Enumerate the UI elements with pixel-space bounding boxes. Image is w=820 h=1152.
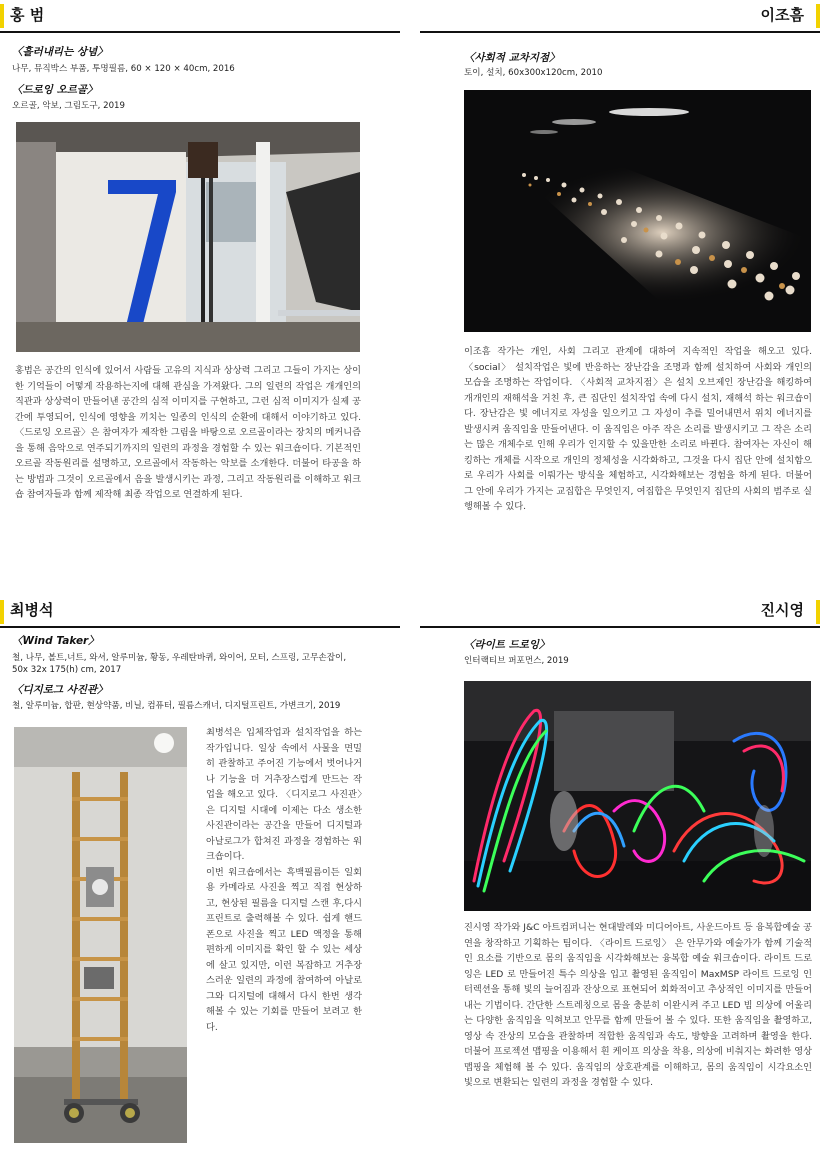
choibyeongseok-sculpture-photo xyxy=(14,727,187,1143)
work-title: 〈흘러내리는 상념〉 xyxy=(12,46,108,58)
work-title: 〈Wind Taker〉 xyxy=(12,635,99,647)
work-meta: 철, 알루미늄, 합판, 현상약품, 비닐, 컴퓨터, 필름스캐너, 디지털프린트, 가변크기, 2019 xyxy=(12,701,341,711)
work-meta: 철, 나무, 볼트,너트, 와셔, 알루미늄, 황동, 우레탄바퀴, 와이어, 모터, 스프링, 고무손잡이, xyxy=(12,653,347,663)
section-divider xyxy=(0,31,400,33)
work-title: 〈디지로그 사진관〉 xyxy=(12,684,108,696)
ijoheum-installation-photo xyxy=(464,90,811,332)
artist-name: 홍 범 xyxy=(10,6,45,24)
hongbeom-gallery-photo xyxy=(16,122,360,352)
artist-description: 진시영 작가와 J&C 아트컴퍼니는 현대발레와 미디어아트, 사운드아트 등 융복합예술 공연을 창작하고 기획하는 팀이다. 〈라이트 드로잉〉 은 안무가와 예술가가 함께 기술적인 요소를 기반으로 몸의 움직임을 시각화해보는 융복합 예술 워크숍이다. 라이트 드로잉은 LED 로 만들어진 특수 의상을 입고 촬영된 움직임이 MaxMSP 라이트 드로잉 인터렉션을 통해 빛의 늘어짐과 잔상으로 표현되어 회화적이고 추상적인 이미지를 만들어내는 기법이다. 간단한 스트레칭으로 몸을 충분히 이완시켜 주고 LED 빔 의상에 어울리는 다양한 움직임을 익혀보고 안무를 함께 만들어 볼 수 있다. 또한 움직임을 촬영하고, 영상 속 잔상의 모습을 관찰하며 적합한 움직임과 속도, 방향을 고려하며 촬영을 한다. 더불어 프로젝션 맵핑을 이용해서 흰 케이프 의상을 착용, 의상에 비춰지는 화려한 영상맵핑을 체험해 볼 수 있다. 움직임의 상호관계를 이해하고, 몸의 움직임이 시각요소인 빛으로 변환되는 일련의 과정을 경험할 수 있다. xyxy=(464,922,812,1088)
artist-name: 최병석 xyxy=(10,601,54,619)
artist-name: 이조흠 xyxy=(760,6,804,24)
work-meta-dimensions: 50x 32x 175(h) cm, 2017 xyxy=(12,665,122,675)
artist-description-continued: 이번 워크숍에서는 흑백필름이든 일회용 카메라로 사진을 찍고 직접 현상하고, 현상된 필름을 디지털 스캔 후,다시 프린트로 출력해볼 수 있다. 쉽게 핸드폰으로 사진을 찍고 LED 액정을 통해 편하게 이미지를 확인 할 수 있는 세상에 살고 있지만, 이런 복잡하고 거추장스러운 일련의 과정에 참여하여 아날로그와 디지털에 대해서 다시 한번 생각해볼 수 있는 기회를 만들어 보려고 한다. xyxy=(206,866,362,1033)
artist-description: 이조흠 작가는 개인, 사회 그리고 관계에 대하여 지속적인 작업을 해오고 있다. 〈social〉 설치작업은 빛에 반응하는 장난감을 조명과 함께 설치하여 사회와 개인의 모습을 조명하는 작업이다. 〈사회적 교차지점〉은 설치 오브제인 장난감을 해킹하여 개개인의 재해석을 거친 후, 큰 집단인 설치작업 속에 다시 설치, 재해석 하는 워크숍이다. 장난감은 빛 에너지로 자성을 일으키고 그 자성이 추를 밀어내면서 위치 에너지를 발생시켜 움직임을 만들어낸다. 이 움직임은 아주 작은 소리를 발생시키고 그 작은 소리는 많은 개체수로 인해 우리가 인지할 수 있을만한 소리로 바뀐다. 참여자는 자신이 해킹하는 개체를 시작으로 개인의 정체성을 시각화하고, 그것을 다시 집단 안에 설치함으로 우리가 사회를 이뤄가는 방식을 체험하고, 시각화해보는 경험을 하게 된다. 더불어 그 안에 우리가 가지는 교집합은 무엇인지, 여집합은 무엇인지 집단의 사회의 범주로 실행해볼 수 있다. xyxy=(464,346,812,512)
section-divider xyxy=(0,626,400,628)
section-accent-bar xyxy=(0,600,4,624)
section-divider xyxy=(420,31,820,33)
work-meta: 인터랙티브 퍼포먼스, 2019 xyxy=(464,656,569,666)
work-title: 〈사회적 교차지점〉 xyxy=(464,52,560,64)
jinsiyoung-light-drawing-photo xyxy=(464,681,811,911)
section-accent-bar xyxy=(816,4,820,28)
artist-description: 최병석은 입체작업과 설치작업을 하는 작가입니다. 일상 속에서 사물을 면밀히 관찰하고 주어진 기능에서 벗어나거나 기능을 더 거추장스럽게 만드는 작업을 해오고 있다. 〈디지로그 사진관〉은 디지털 시대에 이제는 다소 생소한 사진관이라는 공간을 만들어 디지털과 아날로그가 합쳐진 과정을 경험하는 워크숍이다. 이번 워크숍에서는 흑백필름이든 일회용 카메라로 사진을 찍고 직접 현상하고, 현상된 필름을 디지털 스캔 후,다시 프린트로 출력해볼 수 있다. 쉽게 핸드폰으로 사진을 찍고 LED 액정을 통해 편하게 이미지를 확인 할 수 있는 세상에 살고 있지만, 이런 복잡하고 거추장스러운 일련의 과정에 참여하여 아날로그와 디지털에 대해서 다시 한번 생각해볼 수 있는 기회를 만들어 보려고 한다. xyxy=(206,725,362,1035)
artist-description: 홍범은 공간의 인식에 있어서 사람들 고유의 지식과 상상력 그리고 그들이 가지는 상이한 기억들이 어떻게 작용하는지에 대해 관심을 가져왔다. 그의 일련의 작업은 개개인의 직관과 상상력이 만들어낸 공간의 심적 이미지를 구현하고, 그런 심적 이미지가 실제 공간에 투영되어, 인식에 영향을 끼치는 일종의 인식의 순환에 대해서 이야기하고 있다. 〈드로잉 오르골〉은 참여자가 제작한 그림을 바탕으로 오르골이라는 장치의 메커니즘을 통해 음악으로 연주되기까지의 일련의 과정을 경험할 수 있는 워크숍이다. 기본적인 오르골 작동원리를 설명하고, 오르골에서 작동하는 악보를 소개한다. 더불어 타공을 하는 방법과 그것이 오르골에서 음을 발생시키는 과정, 그리고 작동원리를 이해하고 워크숍 참여자들과 함께 제작해 최종 작업으로 연결하게 된다. xyxy=(15,365,361,500)
section-divider xyxy=(420,626,820,628)
work-title: 〈드로잉 오르골〉 xyxy=(12,84,98,96)
artist-name: 진시영 xyxy=(760,601,804,619)
work-meta: 토이, 설치, 60x300x120cm, 2010 xyxy=(464,68,603,78)
work-meta: 나무, 뮤직박스 부품, 투명필름, 60 × 120 × 40cm, 2016 xyxy=(12,64,235,74)
work-title: 〈라이트 드로잉〉 xyxy=(464,639,550,651)
section-accent-bar xyxy=(0,4,4,28)
work-meta: 오르골, 악보, 그림도구, 2019 xyxy=(12,101,125,111)
section-accent-bar xyxy=(816,600,820,624)
